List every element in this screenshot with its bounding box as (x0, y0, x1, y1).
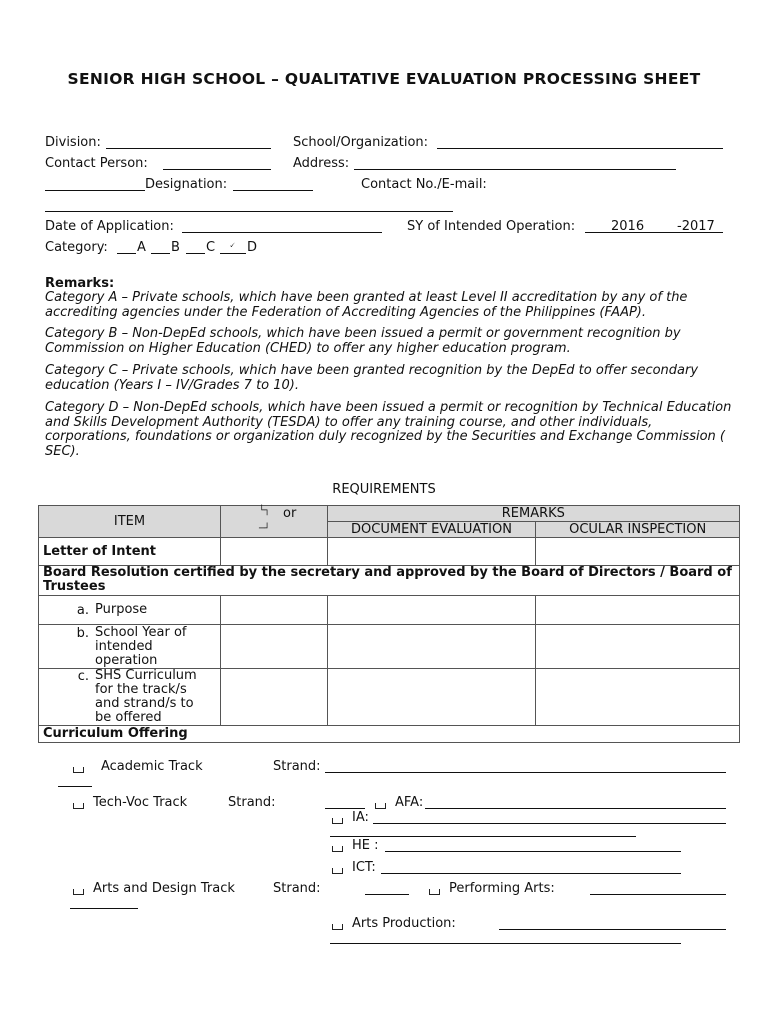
category-a-blank[interactable] (117, 253, 136, 254)
col-ocular-header: OCULAR INSPECTION (536, 522, 740, 538)
ia-continuation (330, 836, 636, 837)
remark-category-a: Category A – Private schools, which have been granted at least Level II accreditation by any of the accrediting agencies under the Federation of Accrediting Agencies of the Philippines (FAAP). (45, 290, 688, 320)
table-row (39, 596, 740, 625)
afa-label: AFA: (395, 795, 424, 810)
division-label: Division: (45, 135, 101, 150)
arts-strand-field[interactable] (365, 894, 409, 895)
techvoc-strand-field[interactable] (325, 808, 365, 809)
sub-shs-curriculum: SHS Curriculum for the track/s and strand/s to be offered (95, 668, 197, 725)
address-label: Address: (293, 156, 350, 171)
address-field[interactable] (354, 169, 676, 170)
techvoc-strand-label: Strand: (228, 795, 276, 810)
academic-strand-continuation (58, 786, 92, 787)
contact-person-label: Contact Person: (45, 156, 148, 171)
remarks-heading: Remarks: (45, 276, 115, 291)
ia-checkbox[interactable] (332, 813, 343, 828)
performing-arts-field[interactable] (590, 894, 726, 895)
sy-label: SY of Intended Operation: (407, 219, 576, 234)
ia-field[interactable] (373, 823, 726, 824)
school-field[interactable] (437, 148, 723, 149)
techvoc-track-label: Tech-Voc Track (93, 795, 188, 810)
arts-production-continuation (330, 943, 681, 944)
designation-prefix-line (45, 190, 145, 191)
date-field[interactable] (182, 232, 382, 233)
techvoc-track-checkbox[interactable] (73, 798, 84, 813)
requirements-heading: REQUIREMENTS (332, 482, 436, 497)
table-row (39, 566, 740, 596)
check-cell[interactable] (220, 625, 327, 669)
document-cell[interactable] (327, 596, 536, 625)
col-check-or: or (282, 506, 297, 521)
contact-person-field[interactable] (163, 169, 271, 170)
sy-from: 2016 (611, 219, 645, 234)
date-label: Date of Application: (45, 219, 174, 234)
arts-production-field[interactable] (499, 929, 726, 930)
document-cell[interactable] (327, 625, 536, 669)
ocular-cell[interactable] (536, 625, 740, 669)
table-row (39, 726, 740, 743)
category-c: C (206, 240, 216, 255)
category-label: Category: (45, 240, 108, 255)
cross-icon: ─┘ (258, 524, 270, 534)
remark-category-d: Category D – Non-DepEd schools, which have been issued a permit or recognition by Technical Education and Skills Development Authority (TESDA) to offer any training course, and other individuals, corporations, foundations or organization duly recognized by the Securities and Exchange Commission ( SEC). (45, 400, 732, 459)
sub-school-year: School Year of intended operation (95, 625, 187, 668)
academic-track-label: Academic Track (101, 759, 203, 774)
col-remarks-header: REMARKS (327, 506, 739, 522)
table-row (39, 538, 740, 566)
ict-field[interactable] (381, 873, 681, 874)
ict-label: ICT: (352, 860, 376, 875)
he-label: HE : (352, 838, 379, 853)
table-row (39, 669, 740, 726)
category-d-check-icon: 🗸 (229, 241, 236, 251)
category-c-blank[interactable] (186, 253, 205, 254)
designation-field[interactable] (233, 190, 313, 191)
academic-track-checkbox[interactable] (73, 762, 84, 777)
page-title: SENIOR HIGH SCHOOL – QUALITATIVE EVALUATION PROCESSING SHEET (67, 70, 701, 88)
performing-arts-checkbox[interactable] (429, 884, 440, 899)
requirements-table (38, 505, 740, 743)
arts-production-checkbox[interactable] (332, 919, 343, 934)
col-item-header: ITEM (39, 506, 221, 538)
division-field[interactable] (106, 148, 271, 149)
arts-production-label: Arts Production: (352, 916, 456, 931)
designation-label: Designation: (145, 177, 228, 192)
he-checkbox[interactable] (332, 841, 343, 856)
academic-strand-field[interactable] (325, 772, 726, 773)
row-board-resolution: Board Resolution certified by the secretary and approved by the Board of Directors / Board of Trustees (39, 566, 740, 596)
sub-b-label: b. (76, 626, 89, 641)
category-d-blank[interactable] (220, 253, 246, 254)
ocular-cell[interactable] (536, 596, 740, 625)
col-document-header: DOCUMENT EVALUATION (327, 522, 536, 538)
ocular-cell[interactable] (536, 538, 740, 566)
row-curriculum-offering: Curriculum Offering (39, 726, 740, 743)
col-check-header (220, 506, 327, 538)
check-cell[interactable] (220, 538, 327, 566)
document-cell[interactable] (327, 669, 536, 726)
category-a: A (137, 240, 146, 255)
afa-checkbox[interactable] (375, 798, 386, 813)
category-d: D (247, 240, 258, 255)
category-b-blank[interactable] (151, 253, 170, 254)
performing-arts-label: Performing Arts: (449, 881, 555, 896)
sub-a-label: a. (76, 602, 89, 618)
ia-label: IA: (352, 810, 369, 825)
check-icon: └┐ (258, 506, 270, 516)
ocular-cell[interactable] (536, 669, 740, 726)
remark-category-c: Category C – Private schools, which have been granted recognition by the DepEd to offer secondary education (Years I – IV/Grades 7 to 10). (45, 363, 699, 393)
sub-c-label: c. (77, 669, 89, 684)
school-label: School/Organization: (293, 135, 429, 150)
afa-field[interactable] (425, 808, 726, 809)
sub-purpose: Purpose (95, 601, 148, 617)
arts-track-checkbox[interactable] (73, 884, 84, 899)
check-cell[interactable] (220, 596, 327, 625)
row-letter-of-intent: Letter of Intent (39, 538, 221, 566)
remark-category-b: Category B – Non-DepEd schools, which have been issued a permit or government recognition by Commission on Higher Education (CHED) to offer any higher education program. (45, 326, 681, 356)
ict-checkbox[interactable] (332, 863, 343, 878)
he-field[interactable] (385, 851, 681, 852)
check-cell[interactable] (220, 669, 327, 726)
category-b: B (171, 240, 180, 255)
arts-strand-label: Strand: (273, 881, 321, 896)
sy-to: -2017 (677, 219, 715, 234)
contact-no-field[interactable] (45, 211, 453, 212)
document-cell[interactable] (327, 538, 536, 566)
arts-track-label: Arts and Design Track (93, 881, 235, 896)
academic-strand-label: Strand: (273, 759, 321, 774)
table-row (39, 625, 740, 669)
arts-strand-continuation (70, 908, 138, 909)
contact-no-label: Contact No./E-mail: (361, 177, 487, 192)
